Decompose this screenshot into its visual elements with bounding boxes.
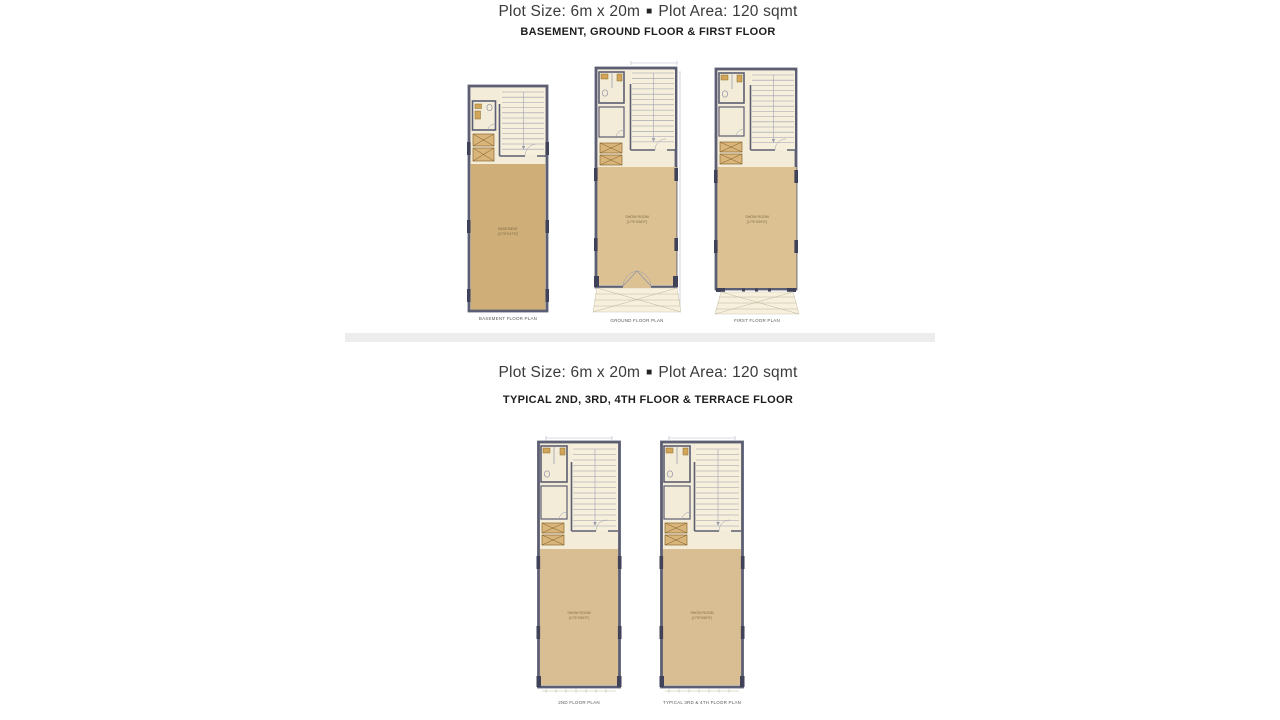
room-label: BASEMENT xyxy=(498,227,518,231)
staircase xyxy=(695,444,742,531)
store-room xyxy=(599,107,624,137)
room-dims: (17'6"X50'0") xyxy=(568,616,590,620)
staircase xyxy=(500,88,547,156)
plot-size-label: Plot Size: 6m x 20m xyxy=(498,3,641,20)
room-dims: (17'6"X36'0") xyxy=(626,220,648,224)
plot-area-label: Plot Area: 120 sqmt xyxy=(658,3,798,20)
ground-floor-plan xyxy=(593,60,681,316)
store-room xyxy=(541,486,567,519)
first-plan-caption: FIRST FLOOR PLAN xyxy=(734,318,780,323)
section-title-top: BASEMENT, GROUND FLOOR & FIRST FLOOR xyxy=(520,26,776,38)
entrance-steps xyxy=(593,288,681,312)
show-room xyxy=(718,167,797,288)
ground-plan-caption: GROUND FLOOR PLAN xyxy=(610,318,664,323)
toilet xyxy=(599,72,624,103)
balcony xyxy=(715,288,799,314)
show-room xyxy=(598,167,677,285)
basement-floor-plan xyxy=(467,84,549,313)
ground-line xyxy=(665,689,739,693)
square-bullet-icon: ■ xyxy=(646,367,653,378)
dimension-line xyxy=(669,436,735,440)
section-divider xyxy=(345,333,935,342)
toilet xyxy=(719,73,744,103)
section-title-bottom: TYPICAL 2ND, 3RD, 4TH FLOOR & TERRACE FLOOR xyxy=(502,394,794,406)
basement-room xyxy=(471,164,545,310)
room-dims: (17'6"X50'0") xyxy=(691,616,713,620)
first-floor-plan xyxy=(713,66,801,318)
second-floor-plan xyxy=(536,436,622,697)
toilet xyxy=(473,101,496,130)
plot-info-top xyxy=(348,3,948,21)
store-room xyxy=(664,486,690,519)
staircase xyxy=(751,71,797,150)
room-label: SHOW ROOM xyxy=(745,215,769,219)
staircase xyxy=(572,444,619,531)
room-dims: (17'6"X39'0") xyxy=(746,220,768,224)
plot-area-label: Plot Area: 120 sqmt xyxy=(658,364,798,381)
plot-info-bottom xyxy=(348,364,948,382)
plot-size-label: Plot Size: 6m x 20m xyxy=(498,364,641,381)
basement-plan-caption: BASEMENT FLOOR PLAN xyxy=(478,316,538,321)
square-bullet-icon: ■ xyxy=(646,6,653,17)
toilet xyxy=(664,446,690,482)
ground-line xyxy=(542,689,616,693)
room-label: SHOW ROOM xyxy=(567,611,591,615)
typical-plan-caption: TYPICAL 3RD & 4TH FLOOR PLAN xyxy=(662,700,742,705)
store-room xyxy=(719,107,744,136)
toilet xyxy=(541,446,567,482)
second-plan-caption: 2ND FLOOR PLAN xyxy=(558,700,600,705)
room-label: SHOW ROOM xyxy=(625,215,649,219)
staircase xyxy=(631,70,677,150)
room-label: SHOW ROOM xyxy=(690,611,714,615)
typical-floor-plan xyxy=(659,436,745,697)
room-dims: (17'6"X47'6") xyxy=(497,232,519,236)
dimension-line xyxy=(546,436,612,440)
